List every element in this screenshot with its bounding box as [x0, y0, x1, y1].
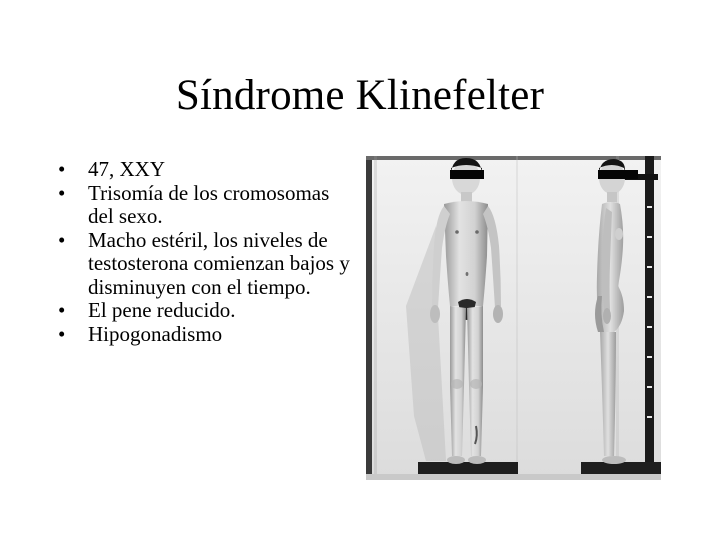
bullet-item [58, 299, 358, 323]
bullet-list [58, 158, 358, 346]
bullet-text: Trisomía de los cromosomas del sexo. [88, 180, 330, 228]
bullet-text: Macho estéril, los niveles de testosterona comienzan bajos y disminuyen con el tiempo. [88, 227, 350, 299]
floor-platform-left [418, 462, 518, 474]
bullet-item [58, 182, 358, 229]
bullet-text: Hipogonadismo [88, 321, 223, 346]
bullet-dot: • [58, 227, 66, 252]
floor [366, 474, 661, 480]
bullet-text: 47, XXY [88, 157, 165, 181]
bullet-item [58, 323, 358, 347]
bullet-text: El pene reducido. [88, 298, 236, 322]
bullet-dot: • [58, 180, 66, 205]
measuring-pole [645, 156, 654, 472]
bullet-dot: • [58, 298, 66, 322]
slide-title: Síndrome Klinefelter [175, 72, 545, 119]
clinical-photo [366, 156, 661, 480]
clinical-photo-image [366, 156, 661, 480]
bullet-item [58, 158, 358, 182]
bullet-dot: • [58, 157, 66, 181]
bullet-item [58, 229, 358, 300]
floor-platform-right [581, 462, 661, 474]
photo-frame-edge [366, 156, 372, 480]
bullet-dot: • [58, 321, 66, 346]
